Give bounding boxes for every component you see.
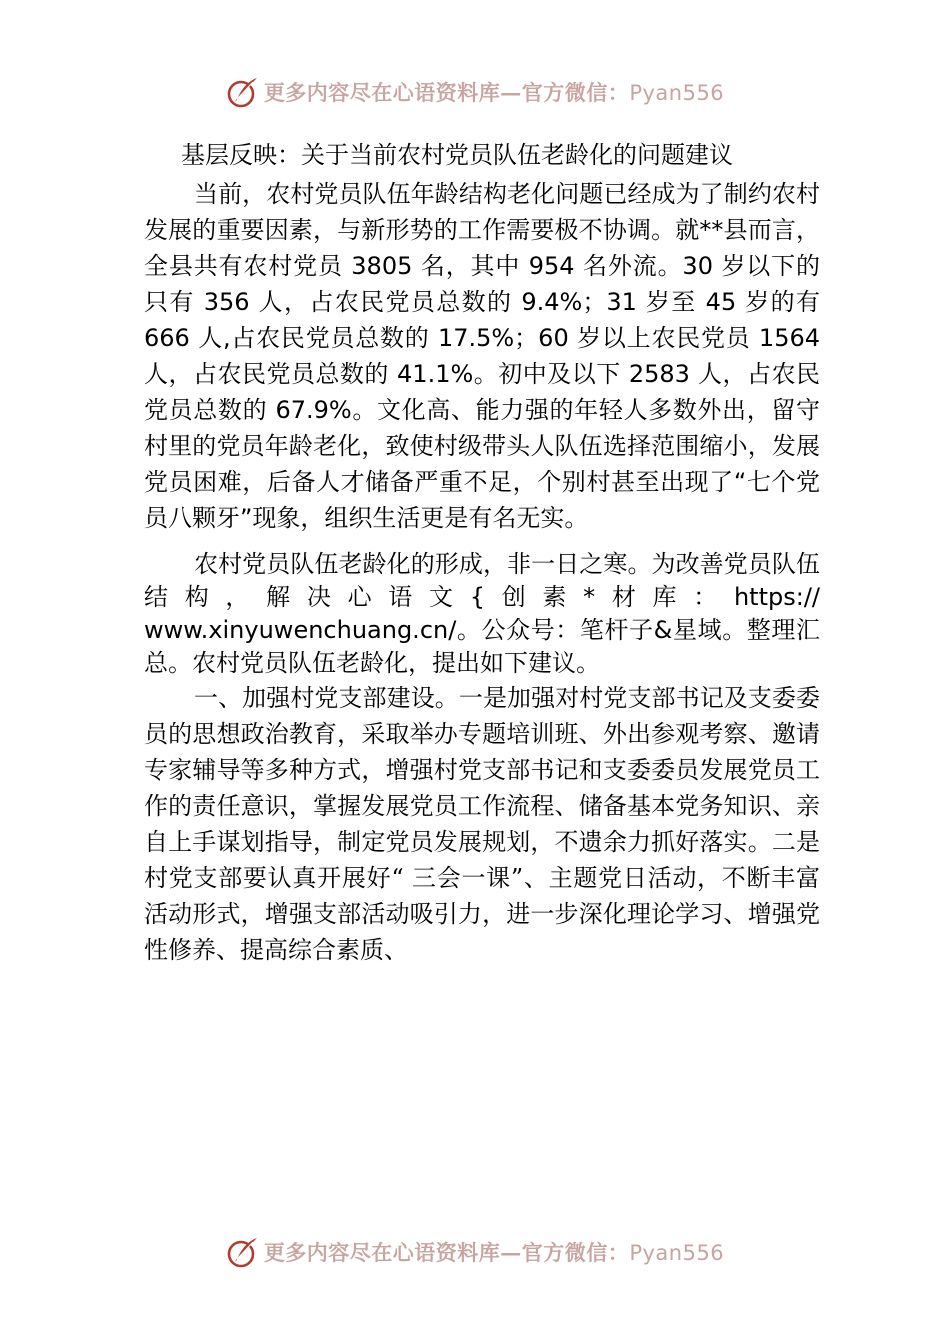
point-lead: 一是加强对村党支部书记及支委委员的思想政治教育，	[144, 684, 821, 748]
document-body	[144, 176, 820, 968]
paragraph: 当前，农村党员队伍年龄结构老化问题已经成为了制约农村发展的重要因素，与新形势的工作需要极不协调。就**县而言，全县共有农村党员 3805 名，其中 954 名外流。30 岁以下的只有 356 人，占农民党员总数的 9.4%；31 岁至 45 岁的有 666 人,占农民党员总数的 17.5%；60 岁以上农民党员 1564 人，占农民党员总数的 41.1%。初中及以下 2583 人，占农民党员总数的 67.9%。文化高、能力强的年轻人多数外出，留守村里的党员年龄老化，致使村级带头人队伍选择范围缩小，发展党员困难，后备人才储备严重不足，个别村甚至出现了“七个党员八颗牙”现象，组织生活更是有名无实。	[144, 180, 820, 532]
point-body: 采取举办专题培训班、外出参观考察、邀请专家辅导等多种方式，增强村党支部书记和支委委员发展党员工作的责任意识，掌握发展党员工作流程、储备基本党务知识、亲自上手谋划指导，制定党员发展规划，不遗余力抓好落实。	[144, 720, 821, 856]
point-body: 主题党日活动，不断丰富活动形式，增强支部活动吸引力，进一步深化理论学习、增强党性修养、提高综合素质、	[144, 864, 820, 964]
feather-pen-logo-icon	[226, 1235, 260, 1269]
header-watermark-text: 更多内容尽在心语资料库—官方微信：Pyan556	[263, 80, 725, 105]
page-title: 基层反映：关于当前农村党员队伍老龄化的问题建议	[181, 141, 733, 169]
feather-pen-logo-icon	[226, 75, 260, 109]
paragraph: 农村党员队伍老龄化的形成，非一日之寒。为改善党员队伍结构，解决心语文{创素*材库：https:// www.xinyuwenchuang.cn/。公众号：笔杆子&星域。整理汇总。农村党员队伍老龄化，提出如下建议。	[144, 550, 820, 677]
point-lead: 二是村党支部要认真开展好“ 三会一课”、	[144, 828, 821, 892]
paragraph	[144, 680, 820, 968]
footer-watermark-text: 更多内容尽在心语资料库—官方微信：Pyan556	[263, 1240, 725, 1265]
footer-watermark-banner	[0, 1232, 950, 1272]
section-heading: 一、加强村党支部建设。	[194, 684, 459, 712]
header-watermark-banner	[0, 72, 950, 112]
